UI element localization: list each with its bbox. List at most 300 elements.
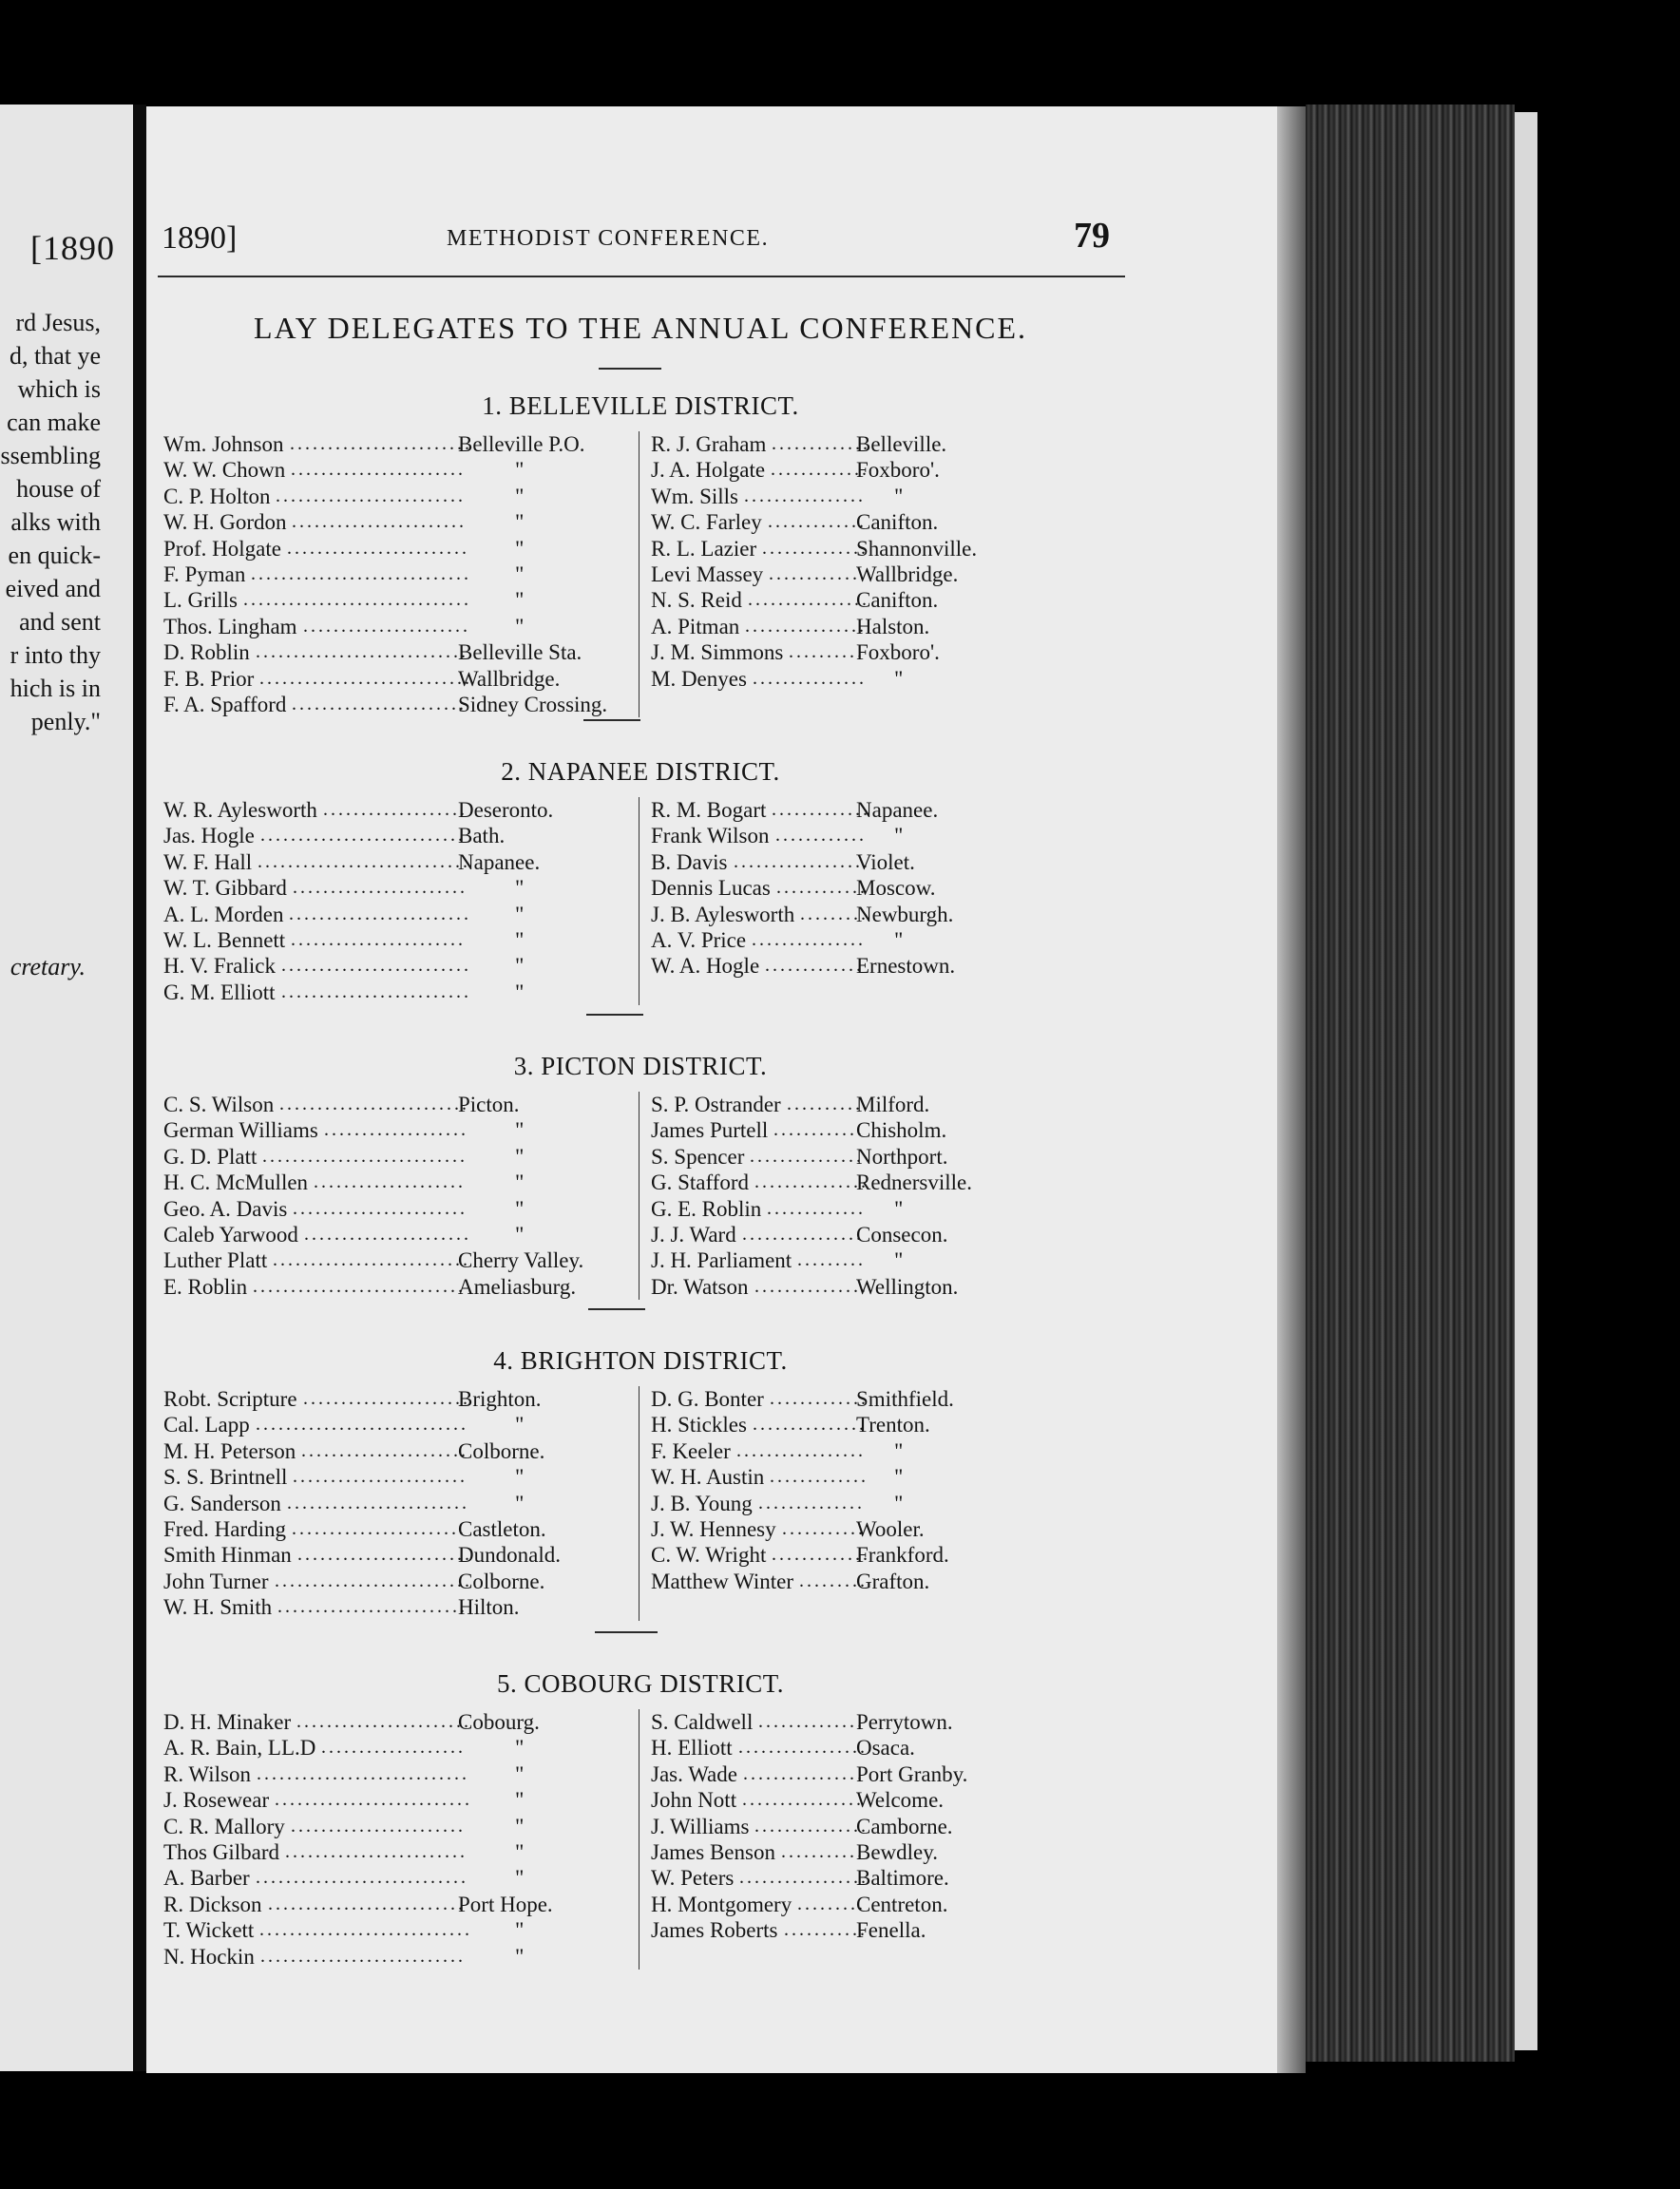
left-page-line: which is [17,375,101,403]
delegate-name: Thos. Lingham [163,614,297,638]
delegate-name: W. R. Aylesworth [163,798,317,822]
delegate-entry [640,1839,1134,1865]
leader-dots: ....................... [291,459,466,481]
leader-dots: ............. [767,1197,866,1219]
delegate-entry [163,1761,639,1787]
delegate-place: Castleton. [458,1516,546,1541]
delegate-entry [640,875,1134,901]
delegate-place: " [515,1788,525,1813]
delegate-name: G. M. Elliott [163,980,276,1004]
leader-dots: ....................... [291,928,466,950]
leader-dots: ............................ [259,667,472,689]
delegate-name: Dennis Lucas [651,876,771,901]
delegate-place: Ernestown. [856,954,956,979]
leader-dots: ............. [770,1466,869,1488]
leader-dots: .................... [314,1171,466,1193]
leader-dots: ...................... [304,1223,471,1245]
delegate-entry [163,536,639,562]
delegate-name: S. P. Ostrander [651,1093,781,1116]
delegate-place: Napanee. [458,849,541,874]
delegate-entry [163,484,639,509]
leader-dots: ........................ [290,433,472,454]
left-page-line: eived and [5,575,101,602]
delegate-name: Jas. Wade [651,1761,737,1786]
delegate-name: Jas. Hogle [163,824,255,848]
delegate-name: H. C. McMullen [163,1171,309,1195]
delegate-name: L. Grills [163,588,238,613]
header-rule [158,276,1125,277]
delegate-entry [640,1892,1134,1917]
leader-dots: ............................ [256,1867,468,1889]
delegate-entry [640,509,1134,535]
leader-dots: ................... [323,799,468,820]
delegate-column-right [639,431,1134,717]
delegate-place: Trenton. [856,1413,930,1437]
delegate-entry [640,1196,1134,1222]
leader-dots: .................. [734,850,870,872]
delegate-name: A. L. Morden [163,902,284,926]
delegate-name: R. Wilson [163,1761,251,1786]
leader-dots: ............. [770,1388,869,1409]
section-divider [586,1014,643,1016]
running-title: METHODIST CONFERENCE. [447,226,770,251]
book-gutter [133,105,146,2071]
leader-dots: .............. [758,1492,865,1513]
delegate-column-left [163,797,639,1005]
delegate-name: R. L. Lazier [651,536,757,561]
delegate-place: " [515,876,525,901]
delegate-entry [640,587,1134,613]
delegate-entry [640,1491,1134,1516]
delegate-column-right [639,1092,1134,1300]
delegate-name: J. A. Holgate [651,458,766,483]
delegate-entry [163,1709,639,1735]
leader-dots: ....................... [292,511,467,533]
section-divider [595,1631,658,1633]
delegate-entry [163,431,639,457]
delegate-entry [640,562,1134,587]
delegate-name: J. J. Ward [651,1222,736,1247]
delegate-place: Belleville. [856,432,947,456]
leader-dots: ........................... [260,1945,466,1967]
delegate-entry [163,666,639,692]
leader-dots: ........................... [260,825,466,847]
delegate-column-right [639,1386,1134,1621]
delegate-entry [640,536,1134,562]
delegate-place: Belleville Sta. [458,640,582,665]
delegate-name: G. Stafford [651,1171,750,1195]
leader-dots: ...................... [303,615,470,637]
leader-dots: .......... [789,641,865,663]
delegate-entry [640,823,1134,848]
delegate-place: " [515,484,525,508]
leader-dots: ................ [748,589,869,611]
leader-dots: ............ [773,1119,865,1141]
delegate-name: A. V. Price [651,927,747,952]
delegate-name: C. W. Wright [651,1543,767,1568]
leader-dots: ........... [781,1840,865,1862]
leader-dots: ............. [771,459,869,481]
left-page-line: alks with [10,508,101,536]
delegate-name: N. S. Reid [651,588,742,613]
delegate-name: R. M. Bogart [651,798,767,822]
delegate-name: H. V. Fralick [163,954,276,979]
delegate-entry [163,614,639,639]
delegate-place: Canifton. [856,510,939,535]
page-number: 79 [1074,216,1110,256]
delegate-entry [163,875,639,901]
leader-dots: .............. [762,537,869,559]
delegate-place: Northport. [856,1144,948,1169]
delegate-name: Smith Hinman [163,1543,292,1568]
delegate-entry [163,1464,639,1490]
delegate-place: " [515,1196,525,1221]
leader-dots: ................ [742,1789,864,1811]
delegate-name: G. Sanderson [163,1491,281,1515]
delegate-entry [640,1761,1134,1787]
delegate-name: C. R. Mallory [163,1814,285,1838]
delegate-name: James Purtell [651,1118,769,1143]
delegate-place: Foxboro'. [856,458,940,483]
delegate-entry [640,1092,1134,1117]
delegate-entry [640,849,1134,875]
delegate-name: W. F. Hall [163,849,253,874]
delegate-name: S. S. Brintnell [163,1465,288,1490]
delegate-entry [640,927,1134,953]
district-heading: 4. BRIGHTON DISTRICT. [493,1346,788,1375]
delegate-place: " [894,927,904,952]
delegate-entry [163,692,639,717]
delegate-entry [640,1865,1134,1891]
delegate-entry [163,1892,639,1917]
left-page-line: penly." [30,708,101,735]
leader-dots: ...................... [301,1439,468,1461]
delegate-name: W. Peters [651,1866,735,1891]
delegate-place: " [515,1491,525,1515]
delegate-entry [163,1814,639,1839]
left-page-line: en quick- [8,542,101,569]
delegate-name: John Nott [651,1788,737,1813]
delegate-place: " [515,1171,525,1195]
delegate-entry [640,1412,1134,1437]
delegate-place: " [515,1839,525,1864]
delegate-entry [163,849,639,875]
delegate-entry [640,1516,1134,1542]
delegate-place: Belleville P.O. [458,432,585,456]
delegate-place: Milford. [856,1093,930,1116]
delegate-place: Wellington. [856,1274,959,1299]
delegate-place: " [515,1465,525,1490]
delegate-entry [163,1865,639,1891]
delegate-name: F. Keeler [651,1438,731,1463]
leader-dots: ............ [775,825,867,847]
delegate-place: Grafton. [856,1569,930,1593]
delegate-place: Deseronto. [458,798,554,822]
delegate-place: Chisholm. [856,1118,947,1143]
delegate-place: Smithfield. [856,1387,954,1411]
leader-dots: ............... [753,1414,867,1436]
book-cover-edge [1515,112,1537,2050]
delegate-entry [163,457,639,483]
section-divider [599,368,661,370]
leader-dots: ........................ [287,1492,469,1513]
delegate-place: Hilton. [458,1595,520,1620]
leader-dots: ......................... [281,980,471,1002]
delegate-name: Matthew Winter [651,1569,794,1593]
delegate-entry [163,562,639,587]
leader-dots: ....................... [296,1711,471,1732]
delegate-place: " [515,588,525,613]
delegate-name: F. A. Spafford [163,692,287,716]
left-page-text [1,306,101,738]
leader-dots: .............................. [243,589,471,611]
delegate-place: Picton. [458,1093,520,1116]
left-page-line: r into thy [10,641,101,669]
delegate-column-left [163,431,639,717]
delegate-place: Rednersville. [856,1171,972,1195]
page-title: LAY DELEGATES TO THE ANNUAL CONFERENCE. [253,311,1027,345]
delegate-entry [163,980,639,1005]
delegate-name: W. C. Farley [651,510,762,535]
delegate-name: J. B. Aylesworth [651,902,795,926]
document-page [146,106,1277,2073]
district-heading: 3. PICTON DISTRICT. [513,1052,768,1080]
delegate-place: Shannonville. [856,536,978,561]
leader-dots: .......................... [275,1570,472,1591]
delegate-name: W. T. Gibbard [163,876,287,901]
delegate-entry [640,953,1134,979]
delegate-entry [163,1491,639,1516]
delegate-name: German Williams [163,1118,318,1143]
left-page-signature: cretary. [10,953,86,980]
delegate-name: Robt. Scripture [163,1387,297,1411]
delegate-place: " [515,458,525,483]
delegate-entry [640,431,1134,457]
leader-dots: .............. [758,1711,865,1732]
delegate-column-right [639,797,1134,1005]
leader-dots: ................. [738,1737,868,1759]
delegate-name: J. W. Hennesy [651,1516,776,1541]
leader-dots: ................. [736,1439,866,1461]
leader-dots: ......... [799,1570,868,1591]
delegate-entry [163,1839,639,1865]
district-heading: 1. BELLEVILLE DISTRICT. [482,391,799,420]
delegate-place: Welcome. [856,1788,945,1813]
delegate-place: " [894,666,904,691]
delegate-name: M. H. Peterson [163,1438,296,1463]
leader-dots: ......... [797,1893,866,1914]
delegate-column-left [163,1386,639,1621]
delegate-place: " [894,1248,904,1273]
leader-dots: ........................ [289,903,471,924]
delegate-place: " [515,927,525,952]
delegate-name: C. P. Holton [163,484,271,508]
leader-dots: ......................... [277,1596,468,1618]
leader-dots: ............................ [256,1414,468,1436]
delegate-name: N. Hockin [163,1944,255,1969]
delegate-column-left [163,1709,639,1970]
left-page-line: hich is in [10,675,101,702]
delegate-place: " [894,484,904,508]
delegate-place: Colborne. [458,1569,545,1593]
delegate-entry [640,614,1134,639]
leader-dots: ................... [324,1119,468,1141]
delegate-name: G. D. Platt [163,1144,258,1169]
leader-dots: ...................... [303,1388,470,1409]
delegate-name: S. Spencer [651,1144,745,1169]
delegate-entry [640,902,1134,927]
leader-dots: ........................ [287,537,469,559]
delegate-entry [163,1092,639,1117]
leader-dots: ....................... [297,1544,472,1566]
leader-dots: ............. [772,1544,870,1566]
delegate-entry [640,1569,1134,1594]
delegate-place: Osaca. [856,1736,915,1761]
left-page-line: can make [7,409,101,436]
delegate-entry [640,1438,1134,1464]
delegate-entry [163,1438,639,1464]
leader-dots: ........... [784,1919,868,1941]
delegate-name: A. R. Bain, LL.D [163,1736,316,1761]
delegate-name: Frank Wilson [651,824,770,848]
delegate-name: H. Elliott [651,1736,733,1761]
delegate-name: W. H. Gordon [163,510,287,535]
delegate-name: J. Rosewear [163,1788,270,1813]
delegate-place: Wallbridge. [856,562,959,586]
leader-dots: ................ [743,1762,865,1784]
delegate-place: Newburgh. [856,902,954,926]
delegate-place: " [515,1413,525,1437]
delegate-place: " [515,1222,525,1247]
delegate-place: Wallbridge. [458,666,561,691]
delegate-place: Port Granby. [856,1761,968,1786]
leader-dots: ............................ [253,1275,466,1297]
leader-dots: ............ [776,877,868,899]
delegate-place: " [515,614,525,638]
delegate-name: Levi Massey [651,562,764,586]
delegate-place: " [515,562,525,586]
page-edge-shadow [1277,106,1306,2073]
delegate-place: " [515,980,525,1004]
district-heading: 2. NAPANEE DISTRICT. [501,757,780,786]
leader-dots: .......................... [268,1893,466,1914]
delegate-name: S. Caldwell [651,1710,754,1734]
delegate-entry [163,1787,639,1813]
delegate-name: E. Roblin [163,1274,248,1299]
leader-dots: ......... [797,1249,866,1271]
delegate-entry [163,1386,639,1412]
delegate-entry [640,1542,1134,1568]
delegate-entry [163,823,639,848]
delegate-name: Fred. Harding [163,1516,287,1541]
leader-dots: ................ [742,1223,864,1245]
delegate-entry [163,1144,639,1170]
delegate-place: " [894,1465,904,1490]
delegate-name: A. Pitman [651,614,740,638]
delegate-entry [163,1247,639,1273]
delegate-entry [640,484,1134,509]
delegate-name: Caleb Yarwood [163,1222,298,1247]
delegate-entry [163,1542,639,1568]
delegate-place: " [894,1491,904,1515]
delegate-place: " [515,1736,525,1761]
delegate-place: Frankford. [856,1543,949,1568]
delegate-name: Thos Gilbard [163,1839,280,1864]
delegate-place: Dundonald. [458,1543,561,1568]
delegate-place: Bath. [458,824,506,848]
left-page-line: house of [16,475,101,503]
left-page-year: [1890 [30,229,115,267]
delegate-entry [640,1787,1134,1813]
delegate-entry [163,587,639,613]
delegate-name: Wm. Sills [651,484,739,508]
delegate-entry [640,1464,1134,1490]
delegate-entry [163,1222,639,1247]
leader-dots: ......................... [276,485,466,506]
delegate-place: Fenella. [856,1918,926,1943]
delegate-name: M. Denyes [651,666,747,691]
delegate-place: " [515,1814,525,1838]
delegate-name: Luther Platt [163,1248,268,1273]
leader-dots: ............. [772,433,870,454]
delegate-name: H. Stickles [651,1413,747,1437]
leader-dots: ............... [754,1171,869,1193]
delegate-place: Moscow. [856,876,936,901]
leader-dots: ........................ [285,1840,468,1862]
delegate-name: C. S. Wilson [163,1093,275,1116]
delegate-entry [640,1274,1134,1300]
delegate-place: Bewdley. [856,1839,939,1864]
delegate-place: Perrytown. [856,1710,953,1734]
delegate-place: Cherry Valley. [458,1248,584,1273]
delegate-name: J. H. Parliament [651,1248,792,1273]
leader-dots: ............. [769,562,868,584]
delegate-place: " [515,1761,525,1786]
delegate-name: G. E. Roblin [651,1196,762,1221]
delegate-column-right [639,1709,1134,1970]
delegate-name: R. J. Graham [651,432,767,456]
leader-dots: ................... [321,1737,466,1759]
delegate-entry [163,927,639,953]
left-page-line: ssembling [0,442,101,469]
delegate-place: Sidney Crossing. [458,692,608,716]
delegate-entry [163,1196,639,1222]
delegate-name: Wm. Johnson [163,432,284,456]
leader-dots: ....................... [293,1197,468,1219]
delegate-place: Wooler. [856,1516,925,1541]
delegate-name: T. Wickett [163,1918,255,1943]
delegate-entry [163,509,639,535]
header-year: 1890] [162,220,238,256]
delegate-name: D. G. Bonter [651,1387,764,1411]
delegate-place: " [515,1866,525,1891]
leader-dots: ............... [752,928,866,950]
leader-dots: ................. [739,1867,869,1889]
leader-dots: ............................ [259,1919,472,1941]
delegate-entry [163,1735,639,1761]
delegate-name: Geo. A. Davis [163,1196,288,1221]
delegate-name: W. H. Smith [163,1595,273,1620]
leader-dots: ......................... [281,955,471,977]
delegate-name: F. B. Prior [163,666,255,691]
delegate-name: D. H. Minaker [163,1710,292,1734]
delegate-entry [640,1247,1134,1273]
district-heading: 5. COBOURG DISTRICT. [496,1669,785,1698]
left-page-fragment [0,105,133,2071]
delegate-place: " [515,954,525,979]
leader-dots: .......................... [275,1789,472,1811]
delegate-place: Baltimore. [856,1866,949,1891]
